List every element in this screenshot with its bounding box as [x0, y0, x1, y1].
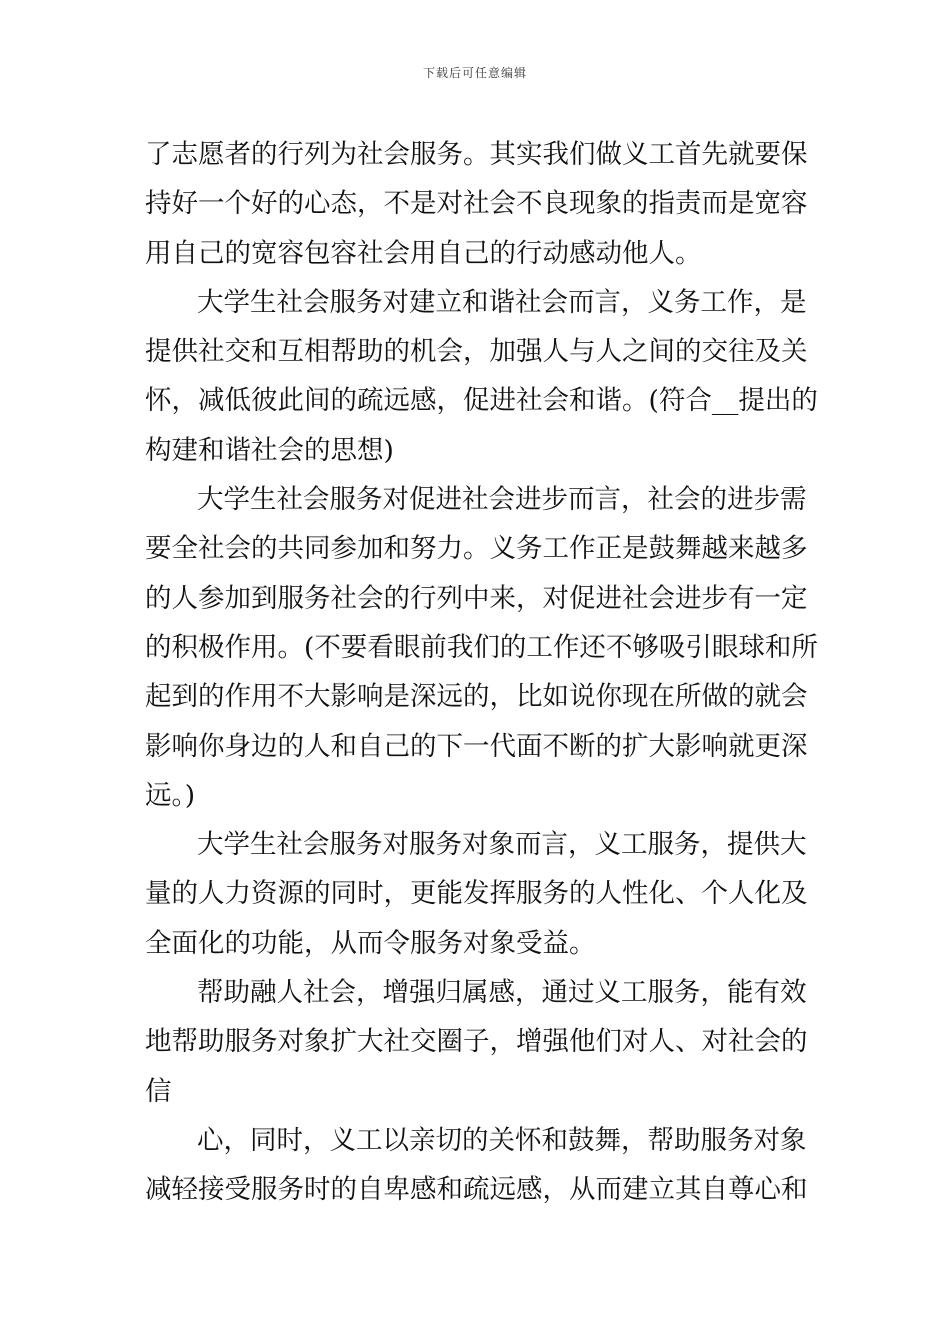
page-header-note: 下载后可任意编辑 — [422, 66, 527, 80]
text-line: 要全社会的共同参加和努力。义务工作正是鼓舞越来越多 — [145, 533, 808, 565]
text-line: 心，同时，义工以亲切的关怀和鼓舞，帮助服务对象 — [197, 1124, 807, 1156]
text-line: 远。) — [145, 779, 196, 811]
text-line: 构建和谐社会的思想) — [145, 434, 394, 466]
text-line: 全面化的功能，从而令服务对象受益。 — [145, 927, 596, 959]
text-line: 大学生社会服务对服务对象而言，义工服务，提供大 — [197, 829, 807, 861]
text-line: 地帮助服务对象扩大社交圈子，增强他们对人、对社会的 — [145, 1026, 808, 1058]
text-line: 帮助融人社会，增强归属感，通过义工服务，能有效 — [197, 977, 807, 1009]
text-line: 提供社交和互相帮助的机会，加强人与人之间的交往及关 — [145, 336, 808, 368]
text-line: 量的人力资源的同时，更能发挥服务的人性化、个人化及 — [145, 878, 808, 910]
text-line: 信 — [145, 1075, 172, 1107]
text-line: 减轻接受服务时的自卑感和疏远感，从而建立其自尊心和 — [145, 1174, 808, 1206]
text-line: 怀，减低彼此间的疏远感，促进社会和谐。(符合__提出的 — [145, 385, 818, 417]
text-line: 的人参加到服务社会的行列中来，对促进社会进步有一定 — [145, 582, 808, 614]
text-line: 了志愿者的行列为社会服务。其实我们做义工首先就要保 — [145, 139, 808, 170]
text-line: 起到的作用不大影响是深远的，比如说你现在所做的就会 — [145, 681, 808, 713]
document-body — [145, 130, 818, 1215]
text-line: 大学生社会服务对建立和谐社会而言，义务工作，是 — [197, 286, 807, 318]
text-line: 持好一个好的心态，不是对社会不良现象的指责而是宽容 — [145, 188, 808, 220]
text-line: 的积极作用。(不要看眼前我们的工作还不够吸引眼球和所 — [145, 631, 818, 663]
text-line: 影响你身边的人和自己的下一代面不断的扩大影响就更深 — [145, 730, 808, 762]
text-line: 大学生社会服务对促进社会进步而言，社会的进步需 — [197, 484, 807, 516]
text-line: 用自己的宽容包容社会用自己的行动感动他人。 — [145, 237, 702, 269]
